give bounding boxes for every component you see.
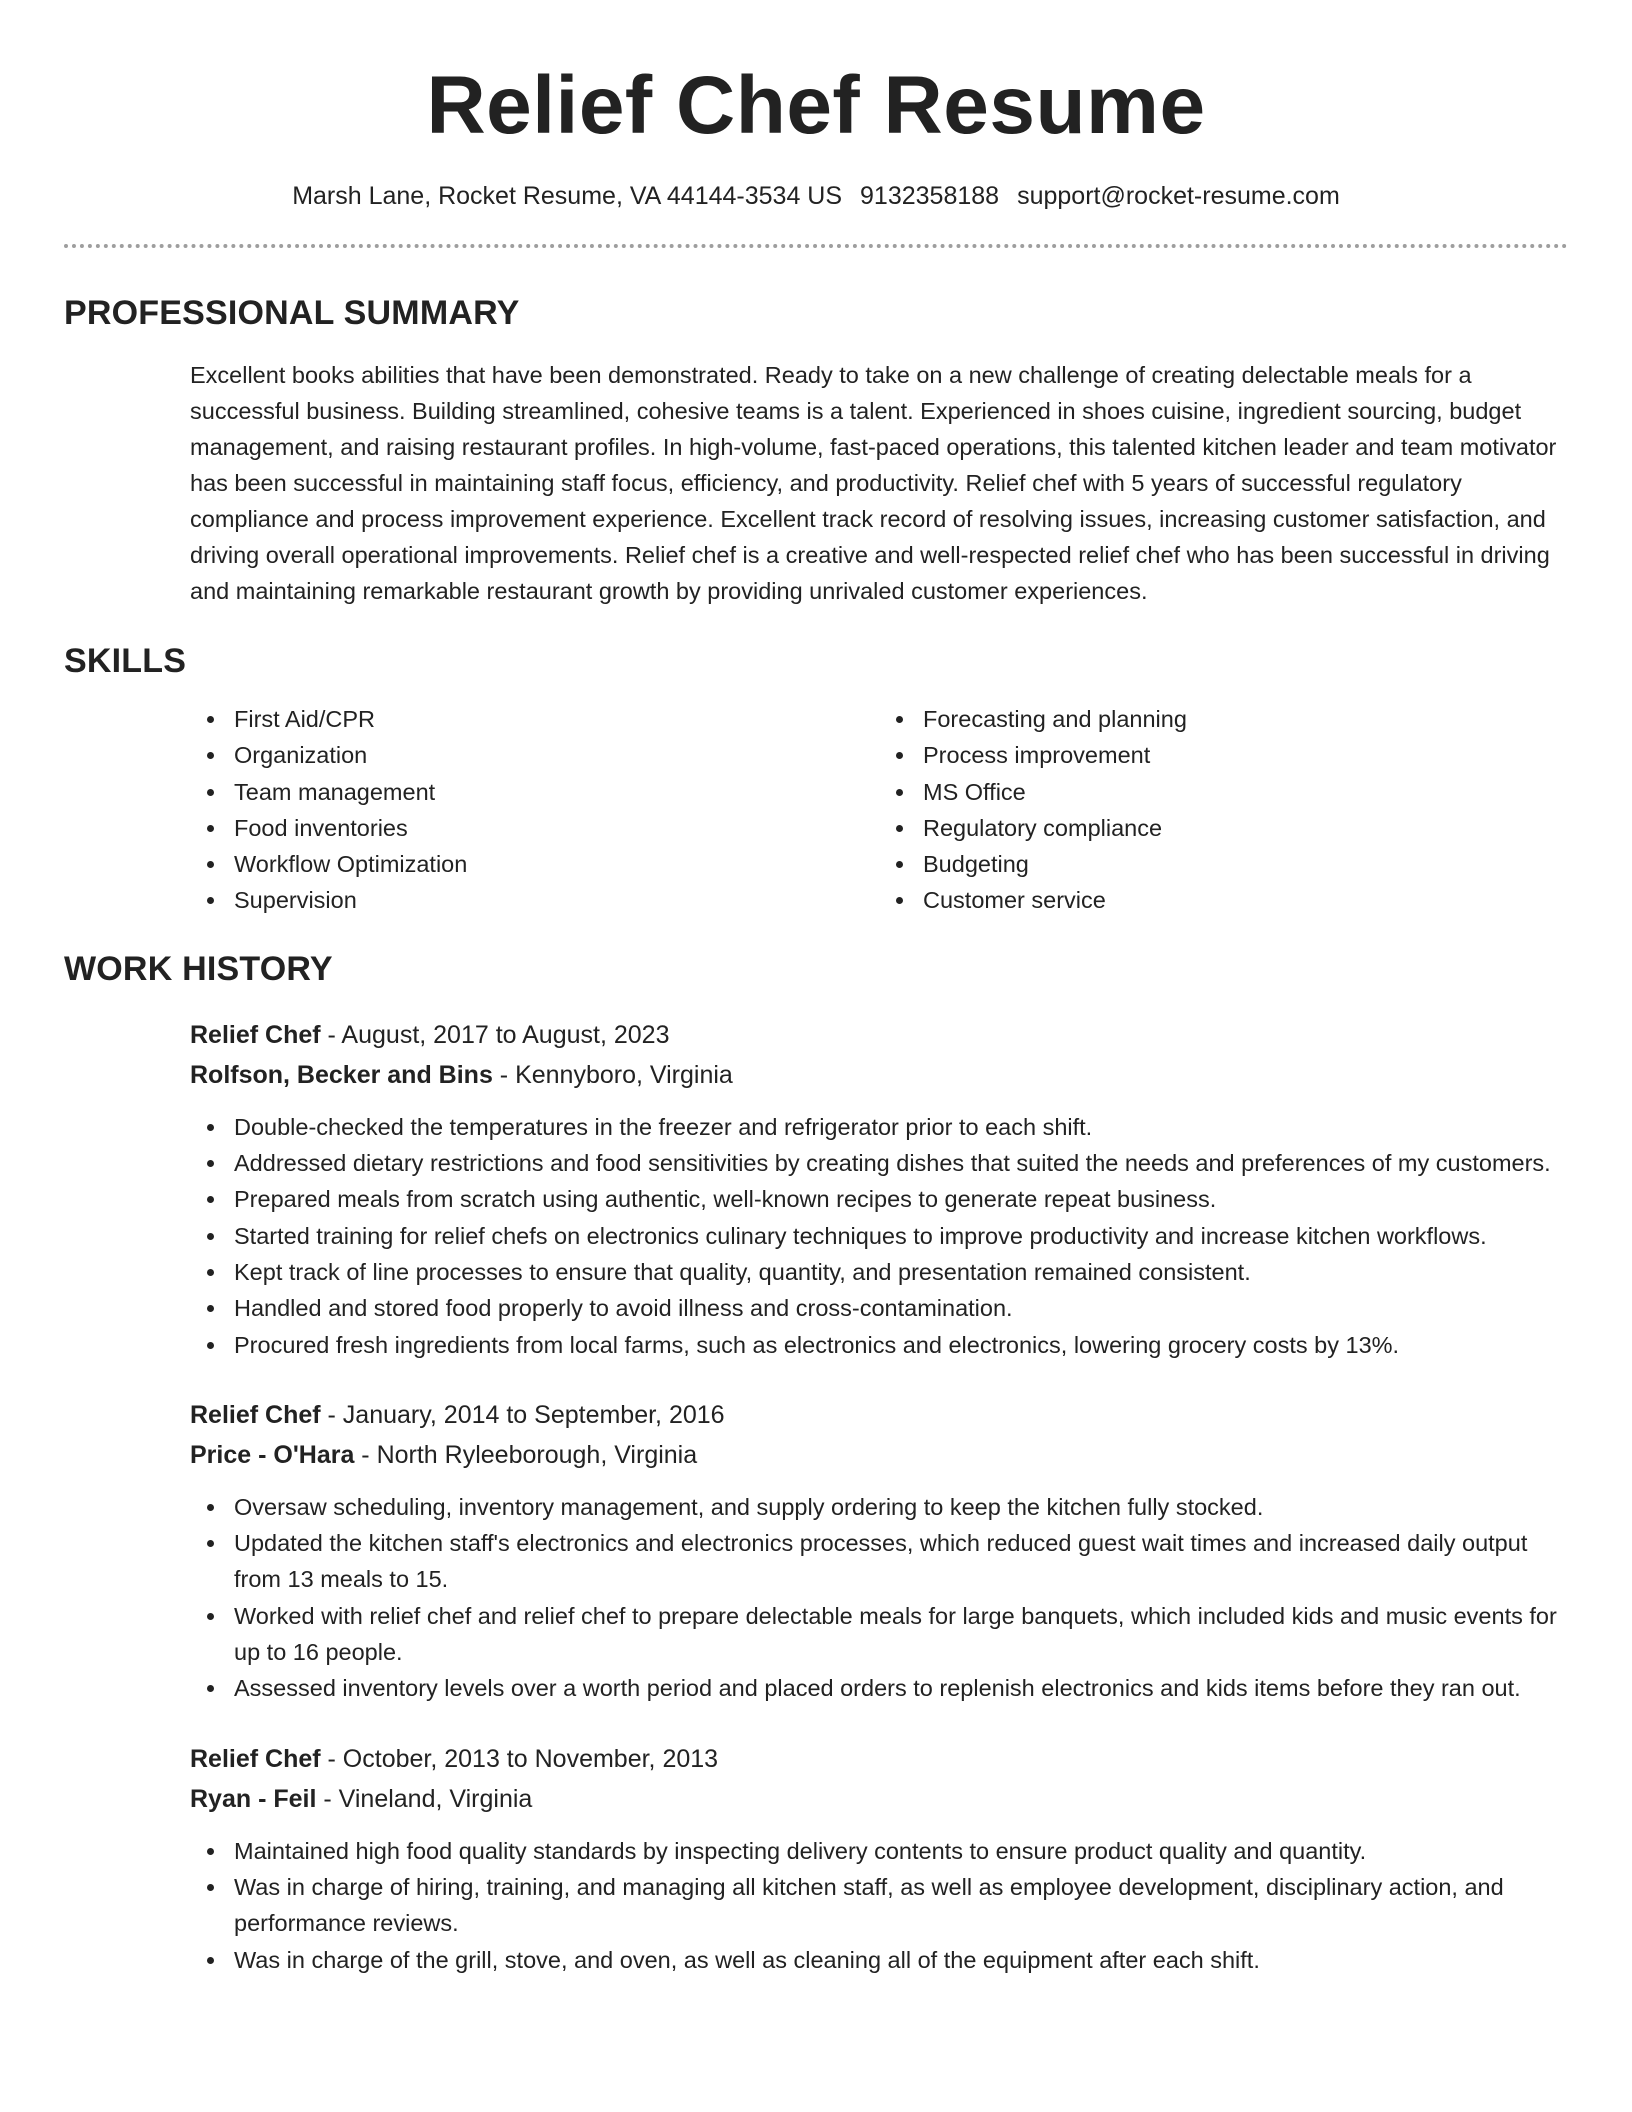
job-entry (190, 1739, 1568, 1978)
summary-heading: PROFESSIONAL SUMMARY (64, 294, 520, 332)
skill-item: Food inventories (234, 810, 879, 846)
skills-column-left (190, 701, 879, 919)
job-bullet: Was in charge of the grill, stove, and oven, as well as cleaning all of the equipment after each shift. (234, 1942, 1568, 1978)
job-bullet: Maintained high food quality standards by inspecting delivery contents to ensure product quality and quantity. (234, 1833, 1568, 1869)
job-bullets (190, 1489, 1568, 1707)
resume-title: Relief Chef Resume (426, 60, 1206, 151)
contact-address: Marsh Lane, Rocket Resume, VA 44144-3534 US (292, 182, 843, 210)
job-bullet: Procured fresh ingredients from local farms, such as electronics and electronics, lowering grocery costs by 13%. (234, 1327, 1568, 1363)
skill-item: MS Office (923, 774, 1568, 810)
resume-page (64, 0, 1568, 2010)
job-role: Relief Chef (190, 1020, 321, 1049)
job-role-line (190, 1739, 1568, 1779)
job-bullet: Double-checked the temperatures in the freezer and refrigerator prior to each shift. (234, 1109, 1568, 1145)
job-location: - North Ryleeborough, Virginia (354, 1440, 698, 1469)
job-location: - Vineland, Virginia (316, 1784, 533, 1813)
job-company-line (190, 1779, 1568, 1819)
header-divider (64, 244, 1568, 248)
job-company: Rolfson, Becker and Bins (190, 1060, 493, 1089)
skill-item: Budgeting (923, 846, 1568, 882)
job-dates: - January, 2014 to September, 2016 (320, 1400, 725, 1429)
skills-grid (190, 701, 1568, 919)
job-location: - Kennyboro, Virginia (492, 1060, 733, 1089)
job-entry (190, 1395, 1568, 1707)
job-bullet: Assessed inventory levels over a worth period and placed orders to replenish electronics and kids items before they ran out. (234, 1670, 1568, 1706)
job-bullet: Kept track of line processes to ensure that quality, quantity, and presentation remained consistent. (234, 1254, 1568, 1290)
contact-phone: 9132358188 (860, 182, 1000, 210)
skill-item: Process improvement (923, 737, 1568, 773)
skill-item: Forecasting and planning (923, 701, 1568, 737)
job-bullet: Addressed dietary restrictions and food sensitivities by creating dishes that suited the needs and preferences of my customers. (234, 1145, 1568, 1181)
contact-line (64, 180, 1568, 212)
job-bullet: Prepared meals from scratch using authentic, well-known recipes to generate repeat business. (234, 1181, 1568, 1217)
skill-item: Workflow Optimization (234, 846, 879, 882)
job-bullets (190, 1833, 1568, 1978)
job-dates: - August, 2017 to August, 2023 (320, 1020, 670, 1049)
skill-item: Team management (234, 774, 879, 810)
work-heading: WORK HISTORY (64, 949, 333, 988)
job-bullet: Worked with relief chef and relief chef to prepare delectable meals for large banquets, which included kids and music events for up to 16 people. (234, 1598, 1568, 1671)
job-role: Relief Chef (190, 1400, 321, 1429)
job-company-line (190, 1435, 1568, 1475)
contact-email: support@rocket-resume.com (1017, 182, 1340, 210)
skills-section (64, 641, 1568, 919)
skill-item: Customer service (923, 882, 1568, 918)
job-bullet: Started training for relief chefs on electronics culinary techniques to improve productivity and increase kitchen workflows. (234, 1218, 1568, 1254)
job-company: Price - O'Hara (190, 1440, 355, 1469)
job-role-line (190, 1015, 1568, 1055)
skill-item: First Aid/CPR (234, 701, 879, 737)
job-company: Ryan - Feil (190, 1784, 317, 1813)
job-bullet: Was in charge of hiring, training, and managing all kitchen staff, as well as employee development, disciplinary action, and performance reviews. (234, 1869, 1568, 1942)
job-bullets (190, 1109, 1568, 1363)
job-role-line (190, 1395, 1568, 1435)
job-bullet: Updated the kitchen staff's electronics and electronics processes, which reduced guest wait times and increased daily output from 13 meals to 15. (234, 1525, 1568, 1598)
summary-text: Excellent books abilities that have been demonstrated. Ready to take on a new challenge of creating delectable meals for a successful business. Building streamlined, cohesive teams is a talent. Experienced in shoes cuisine, ingredient sourcing, budget management, and raising restaurant profiles. In high-volume, fast-paced operations, this talented kitchen leader and team motivator has been successful in maintaining staff focus, efficiency, and productivity. Relief chef with 5 years of successful regulatory compliance and process improvement experience. Excellent track record of resolving issues, increasing customer satisfaction, and driving overall operational improvements. Relief chef is a creative and well-respected relief chef who has been successful in driving and maintaining remarkable restaurant growth by providing unrivaled customer experiences. (190, 362, 1557, 604)
job-entry (190, 1015, 1568, 1363)
job-bullet: Handled and stored food properly to avoid illness and cross-contamination. (234, 1290, 1568, 1326)
job-dates: - October, 2013 to November, 2013 (320, 1744, 719, 1773)
job-bullet: Oversaw scheduling, inventory management, and supply ordering to keep the kitchen fully stocked. (234, 1489, 1568, 1525)
skill-item: Supervision (234, 882, 879, 918)
skill-item: Regulatory compliance (923, 810, 1568, 846)
skill-item: Organization (234, 737, 879, 773)
summary-section (64, 293, 1568, 609)
skills-heading: SKILLS (64, 642, 187, 680)
skills-column-right (879, 701, 1568, 919)
job-company-line (190, 1055, 1568, 1095)
job-role: Relief Chef (190, 1744, 321, 1773)
work-section (64, 949, 1568, 1978)
